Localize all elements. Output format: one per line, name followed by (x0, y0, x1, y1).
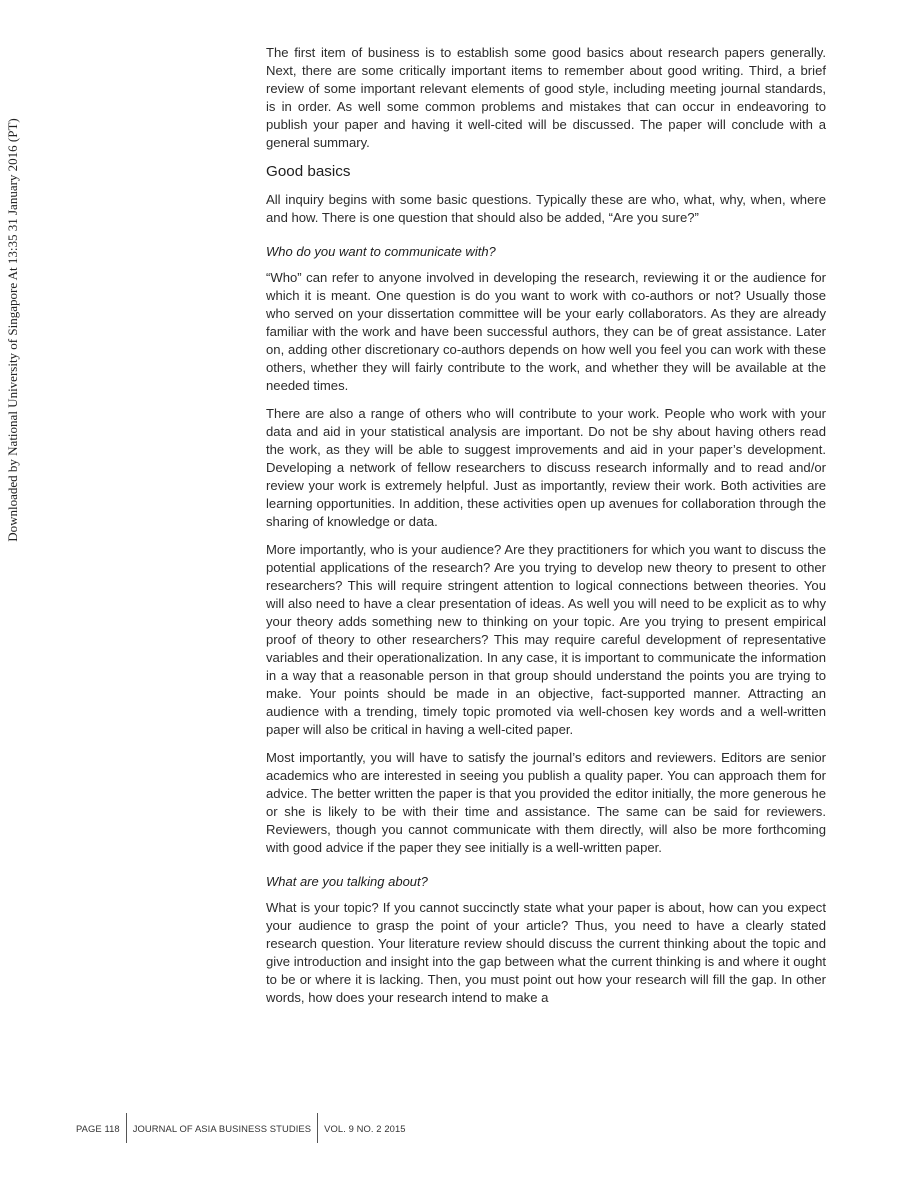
download-watermark: Downloaded by National University of Singapore At 13:35 31 January 2016 (PT) (5, 118, 20, 542)
footer-volume: VOL. 9 NO. 2 2015 (324, 1123, 406, 1134)
good-basics-paragraph: All inquiry begins with some basic questions. Typically these are who, what, why, when, where and how. There is one question that should also be added, “Are you sure?” (266, 192, 826, 225)
section-heading-good-basics: Good basics (266, 163, 351, 180)
page-footer (76, 1113, 406, 1143)
footer-page-number: PAGE 118 (76, 1123, 120, 1134)
intro-paragraph: The first item of business is to establish some good basics about research papers generally. Next, there are some critically important items to remember about good writing. Third, a brief review of some important relevant elements of good style, including meeting journal standards, is in order. As well some common problems and mistakes that can occur in endeavoring to publish your paper and having it well-cited will be discussed. The paper will conclude with a general summary. (266, 45, 826, 150)
footer-journal-name: JOURNAL OF ASIA BUSINESS STUDIES (132, 1123, 312, 1134)
who-paragraph-2: There are also a range of others who will contribute to your work. People who work with your data and aid in your statistical analysis are important. Do not be shy about having others read the work, as they will be able to suggest improvements and aid in your paper’s development. Developing a network of fellow researchers to discuss research informally and to read and/or review your work is extremely helpful. Just as importantly, review their work. Both activities are learning opportunities. In addition, these activities open up avenues for collaboration through the sharing of knowledge or data. (266, 406, 826, 529)
subsection-heading-who: Who do you want to communicate with? (266, 244, 496, 259)
subsection-heading-what: What are you talking about? (266, 874, 428, 889)
article-body (266, 44, 826, 1017)
who-paragraph-1: “Who” can refer to anyone involved in developing the research, reviewing it or the audience for which it is meant. One question is do you want to work with co-authors or not? Usually those who served on your dissertation committee will be your early collaborators. As they are already familiar with the work and have been successful authors, they can be of great assistance. Later on, adding other discretionary co-authors depends on how well you feel you can work with these others, whether they will fairly contribute to the work, and whether they will be available at the needed times. (266, 270, 826, 393)
who-paragraph-4: Most importantly, you will have to satisfy the journal’s editors and reviewers. Editors are senior academics who are interested in seeing you publish a quality paper. You can approach them for advice. The better written the paper is that you provided the editor initially, the more generous he or she is likely to be with their time and assistance. The same can be said for reviewers. Reviewers, though you cannot communicate with them directly, will also be more forthcoming with good advice if the paper they see initially is a well-written paper. (266, 750, 826, 855)
who-paragraph-3: More importantly, who is your audience? Are they practitioners for which you want to discuss the potential applications of the research? Are you trying to develop new theory to present to other researchers? This will require stringent attention to logical connections between theories. You will also need to have a clear presentation of ideas. As well you will need to be explicit as to why your theory adds something new to thinking on your topic. Are you trying to present empirical proof of theory to other researchers? This may require careful development of representative variables and their operationalization. In any case, it is important to communicate the information in a way that a reasonable person in that group should understand the points you are trying to make. Your points should be made in an objective, fact-supported manner. Attracting an audience with a trending, timely topic promoted via well-chosen key words and a well-written paper will also be critical in having a well-cited paper. (266, 542, 826, 737)
what-paragraph: What is your topic? If you cannot succinctly state what your paper is about, how can you expect your audience to grasp the point of your article? Thus, you need to have a clearly stated research question. Your literature review should discuss the current thinking about the topic and give introduction and insight into the gap between what the current thinking is and where it ought to be or where it is lacking. Then, you must point out how your research will fill the gap. In other words, how does your research intend to make a (266, 900, 826, 1005)
footer-divider (317, 1113, 318, 1143)
footer-divider (126, 1113, 127, 1143)
